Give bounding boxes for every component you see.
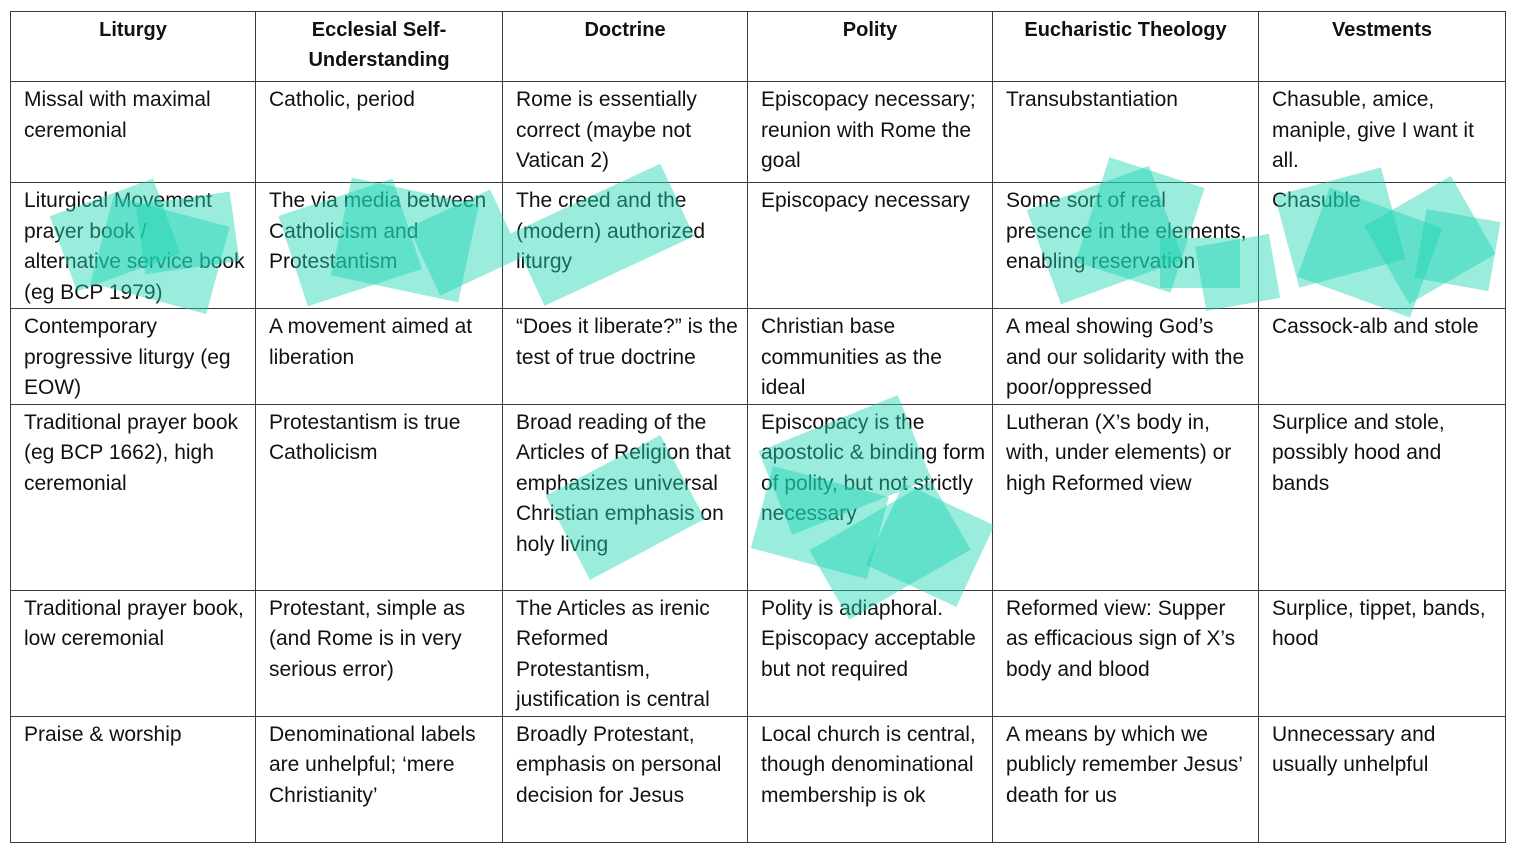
table-row xyxy=(11,183,1506,309)
cell-ecclesial: The via media between Catholicism and Protestantism xyxy=(256,183,503,309)
cell-liturgy: Liturgical Movement prayer book / alternative service book (eg BCP 1979) xyxy=(11,183,256,309)
cell-eucharistic: Transubstantiation xyxy=(993,82,1259,183)
cell-polity: Episcopacy necessary; reunion with Rome the goal xyxy=(748,82,993,183)
cell-polity: Episcopacy necessary xyxy=(748,183,993,309)
cell-liturgy: Contemporary progressive liturgy (eg EOW) xyxy=(11,309,256,405)
header-ecclesial-self-understanding: Ecclesial Self-Understanding xyxy=(256,12,503,82)
cell-eucharistic: Some sort of real presence in the elements, enabling reservation xyxy=(993,183,1259,309)
cell-eucharistic: A meal showing God’s and our solidarity with the poor/oppressed xyxy=(993,309,1259,405)
cell-polity: Local church is central, though denominational membership is ok xyxy=(748,716,993,842)
cell-ecclesial: Catholic, period xyxy=(256,82,503,183)
cell-vestments: Cassock-alb and stole xyxy=(1259,309,1506,405)
header-polity: Polity xyxy=(748,12,993,82)
header-eucharistic-theology: Eucharistic Theology xyxy=(993,12,1259,82)
cell-doctrine: The creed and the (modern) authorized liturgy xyxy=(503,183,748,309)
cell-vestments: Surplice and stole, possibly hood and bands xyxy=(1259,404,1506,590)
cell-ecclesial: Denominational labels are unhelpful; ‘mere Christianity’ xyxy=(256,716,503,842)
cell-liturgy: Traditional prayer book (eg BCP 1662), high ceremonial xyxy=(11,404,256,590)
cell-ecclesial: A movement aimed at liberation xyxy=(256,309,503,405)
table-row xyxy=(11,82,1506,183)
cell-eucharistic: A means by which we publicly remember Jesus’ death for us xyxy=(993,716,1259,842)
cell-vestments: Surplice, tippet, bands, hood xyxy=(1259,590,1506,716)
comparison-table xyxy=(10,11,1506,843)
table-row xyxy=(11,309,1506,405)
cell-polity: Polity is adiaphoral. Episcopacy acceptable but not required xyxy=(748,590,993,716)
cell-eucharistic: Lutheran (X’s body in, with, under elements) or high Reformed view xyxy=(993,404,1259,590)
cell-doctrine: The Articles as irenic Reformed Protestantism, justification is central xyxy=(503,590,748,716)
header-row xyxy=(11,12,1506,82)
cell-vestments: Unnecessary and usually unhelpful xyxy=(1259,716,1506,842)
cell-doctrine: Broad reading of the Articles of Religion that emphasizes universal Christian emphasis on holy living xyxy=(503,404,748,590)
table-row xyxy=(11,404,1506,590)
cell-doctrine: “Does it liberate?” is the test of true doctrine xyxy=(503,309,748,405)
cell-doctrine: Broadly Protestant, emphasis on personal decision for Jesus xyxy=(503,716,748,842)
cell-liturgy: Traditional prayer book, low ceremonial xyxy=(11,590,256,716)
cell-eucharistic: Reformed view: Supper as efficacious sign of X’s body and blood xyxy=(993,590,1259,716)
header-vestments: Vestments xyxy=(1259,12,1506,82)
table-row xyxy=(11,590,1506,716)
cell-vestments: Chasuble, amice, maniple, give I want it all. xyxy=(1259,82,1506,183)
cell-ecclesial: Protestant, simple as (and Rome is in very serious error) xyxy=(256,590,503,716)
header-doctrine: Doctrine xyxy=(503,12,748,82)
cell-polity: Episcopacy is the apostolic & binding form of polity, but not strictly necessary xyxy=(748,404,993,590)
cell-liturgy: Missal with maximal ceremonial xyxy=(11,82,256,183)
table-row xyxy=(11,716,1506,842)
cell-liturgy: Praise & worship xyxy=(11,716,256,842)
cell-doctrine: Rome is essentially correct (maybe not Vatican 2) xyxy=(503,82,748,183)
cell-ecclesial: Protestantism is true Catholicism xyxy=(256,404,503,590)
cell-polity: Christian base communities as the ideal xyxy=(748,309,993,405)
cell-vestments: Chasuble xyxy=(1259,183,1506,309)
header-liturgy: Liturgy xyxy=(11,12,256,82)
